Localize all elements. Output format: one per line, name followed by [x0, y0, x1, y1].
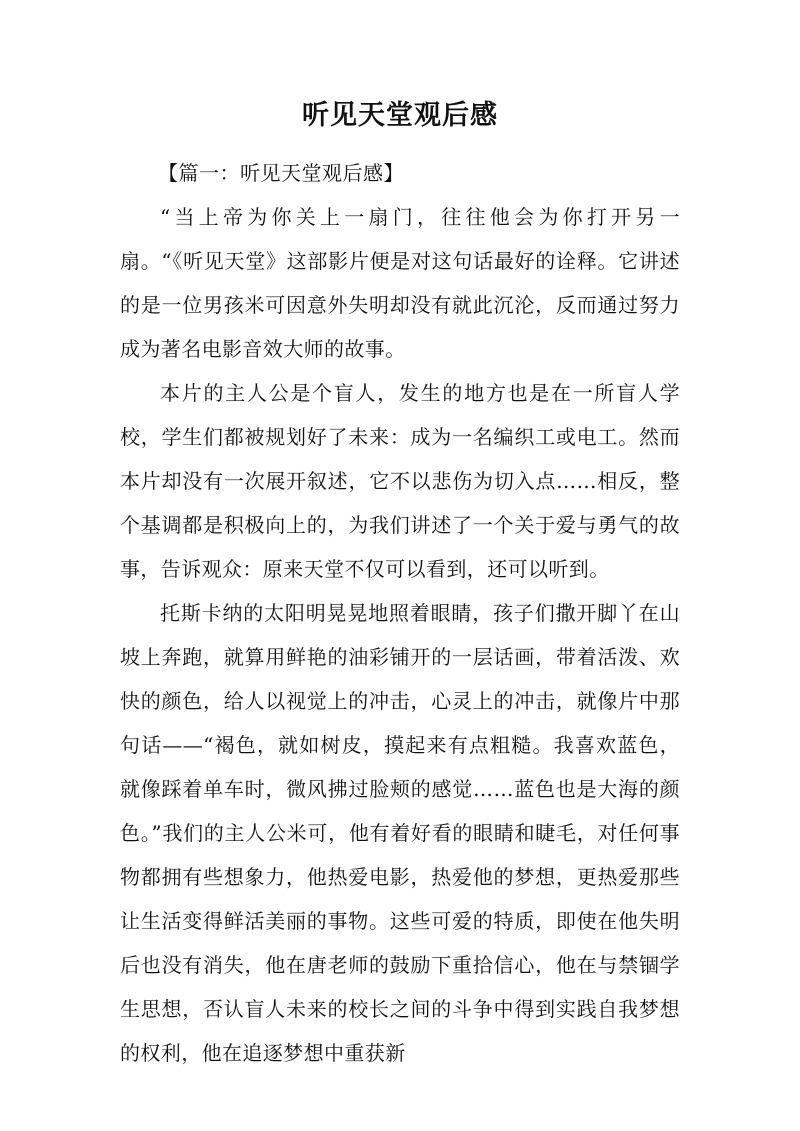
paragraph-2: 本片的主人公是个盲人，发生的地方也是在一所盲人学校，学生们都被规划好了未来：成为一名编织工或电工。然而本片却没有一次展开叙述，它不以悲伤为切入点……相反，整个基调都是积极向上的，为我们讲述了一个关于爱与勇气的故事，告诉观众：原来天堂不仅可以看到，还可以听到。: [120, 381, 680, 581]
paragraph-1: “当上帝为你关上一扇门，往往他会为你打开另一扇。“《听见天堂》这部影片便是对这句话最好的诠释。它讲述的是一位男孩米可因意外失明却没有就此沉沦，反而通过努力成为著名电影音效大师的故事。: [120, 205, 680, 361]
paragraph-3: 托斯卡纳的太阳明晃晃地照着眼睛，孩子们撒开脚丫在山坡上奔跑，就算用鲜艳的油彩铺开的一层话画，带着活泼、欢快的颜色，给人以视觉上的冲击，心灵上的冲击，就像片中那句话——“褐色，就如树皮，摸起来有点粗糙。我喜欢蓝色，就像踩着单车时，微风拂过脸颊的感觉……蓝色也是大海的颜色。”我们的主人公米可，他有着好看的眼睛和睫毛，对任何事物都拥有些想象力，他热爱电影，热爱他的梦想，更热爱那些让生活变得鲜活美丽的事物。这些可爱的特质，即使在他失明后也没有消失，他在唐老师的鼓励下重拾信心，他在与禁锢学生思想，否认盲人未来的校长之间的斗争中得到实践自我梦想的权利，他在追逐梦想中重获新: [120, 601, 680, 1065]
section-heading: 【篇一：听见天堂观后感】: [158, 161, 404, 185]
document-title: 听见天堂观后感: [302, 100, 498, 131]
document-body: [120, 195, 680, 1075]
